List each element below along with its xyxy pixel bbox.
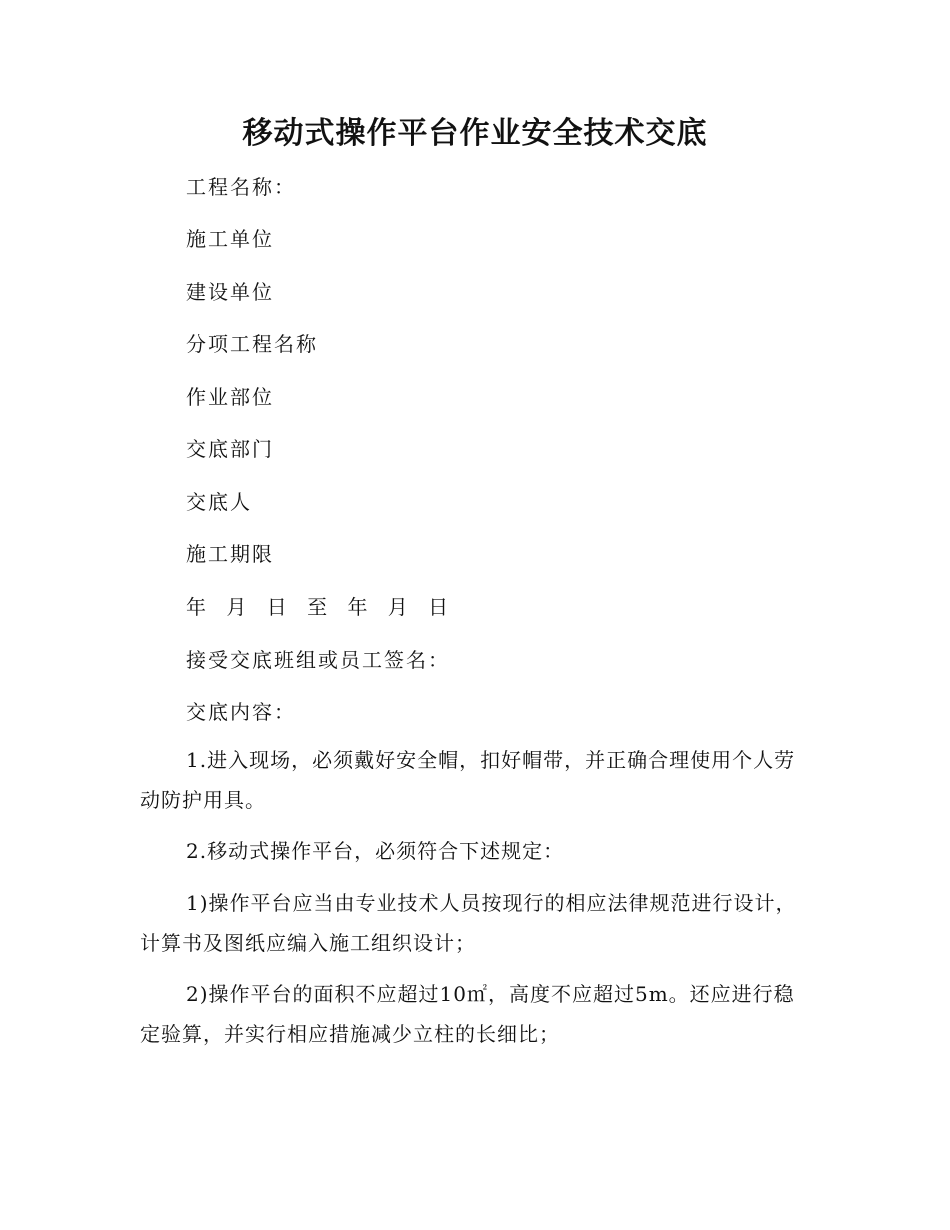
date-day-start: 日 bbox=[266, 595, 287, 619]
content-paragraph-1: 1.进入现场，必须戴好安全帽，扣好帽带，并正确合理使用个人劳动防护用具。 bbox=[140, 748, 796, 812]
date-month-start: 月 bbox=[226, 595, 247, 619]
content-paragraph-2: 2.移动式操作平台，必须符合下述规定： bbox=[186, 839, 565, 863]
date-year-start: 年 bbox=[186, 595, 206, 619]
briefing-department-label: 交底部门 bbox=[186, 437, 274, 461]
construction-unit-label: 施工单位 bbox=[186, 227, 274, 251]
briefer-label: 交底人 bbox=[186, 490, 252, 514]
owner-unit-label: 建设单位 bbox=[186, 280, 274, 304]
date-range bbox=[186, 591, 462, 620]
work-location-label: 作业部位 bbox=[186, 385, 274, 409]
date-to: 至 bbox=[307, 595, 328, 619]
subproject-name-label: 分项工程名称 bbox=[186, 332, 318, 356]
content-paragraph-3: 1)操作平台应当由专业技术人员按现行的相应法律规范进行设计，计算书及图纸应编入施工组织设计； bbox=[140, 891, 797, 955]
project-name-label: 工程名称： bbox=[186, 175, 296, 199]
content-paragraph-4: 2)操作平台的面积不应超过10㎡，高度不应超过5m。还应进行稳定验算，并实行相应措施减少立柱的长细比； bbox=[140, 982, 795, 1046]
date-year-end: 年 bbox=[347, 595, 368, 619]
construction-period-label: 施工期限 bbox=[186, 542, 274, 566]
document-title: 移动式操作平台作业安全技术交底 bbox=[242, 116, 708, 151]
date-month-end: 月 bbox=[387, 595, 408, 619]
signature-label: 接受交底班组或员工签名： bbox=[186, 648, 450, 672]
content-label: 交底内容： bbox=[186, 700, 296, 724]
date-day-end: 日 bbox=[428, 595, 449, 619]
